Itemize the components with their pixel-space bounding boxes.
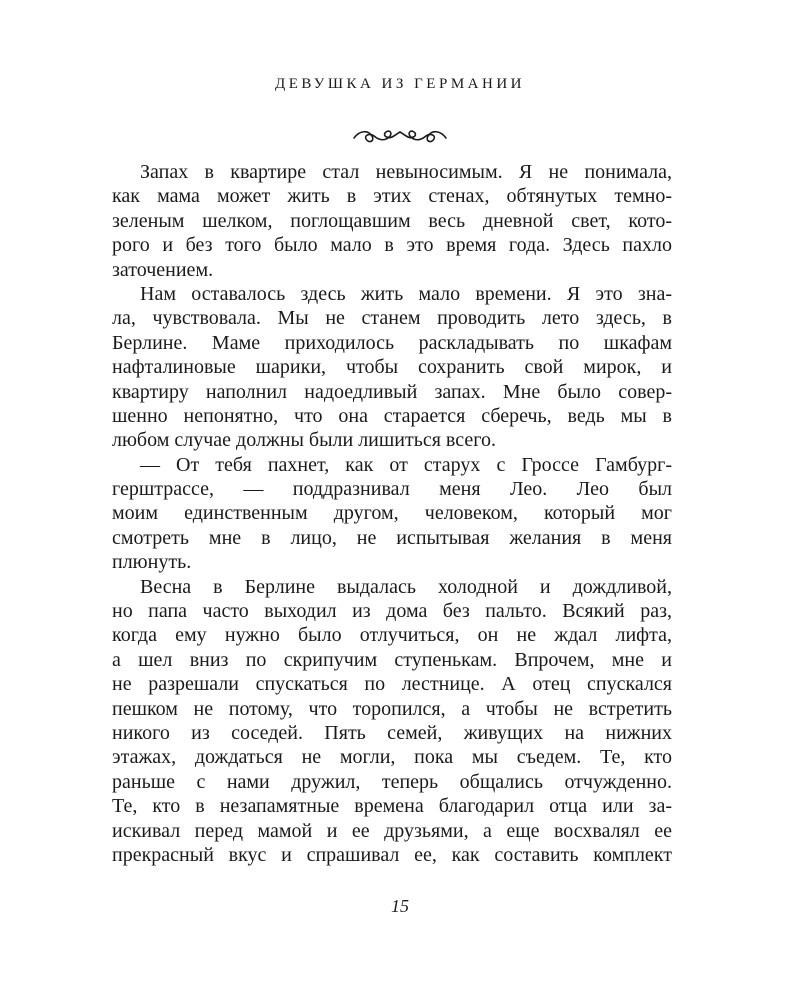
text-line: моим единственным другом, человеком, который мог	[112, 502, 672, 525]
text-line: когда ему нужно было отлучиться, он не ждал лифта,	[112, 624, 672, 647]
text-line: смотреть мне в лицо, не испытывая желания в меня	[112, 526, 672, 549]
text-line: не разрешали спускаться по лестнице. А отец спускался	[112, 673, 672, 696]
running-header: ДЕВУШКА ИЗ ГЕРМАНИИ	[275, 76, 525, 92]
text-line: Запах в квартире стал невыносимым. Я не понимала,	[140, 161, 672, 183]
paragraph	[112, 575, 672, 868]
text-line: Весна в Берлине выдалась холодной и дождливой,	[140, 575, 672, 598]
text-line: — От тебя пахнет, как от старух с Гроссе Гамбург-	[140, 453, 672, 476]
paragraph	[112, 282, 672, 453]
text-line: этажах, дождаться не могли, пока мы съедем. Те, кто	[112, 746, 672, 769]
text-line: квартиру наполнил надоедливый запах. Мне было совер-	[112, 380, 672, 403]
text-line: ла, чувствовала. Мы не станем проводить лето здесь, в	[112, 307, 672, 330]
paragraph	[112, 453, 672, 575]
text-line: пешком не потому, что торопился, а чтобы не встретить	[112, 697, 672, 720]
text-line: прекрасный вкус и спрашивал ее, как составить комплект	[112, 843, 672, 866]
text-line: никого из соседей. Пять семей, живущих на нижних	[112, 721, 672, 744]
text-line: а шел вниз по скрипучим ступенькам. Впрочем, мне и	[112, 648, 672, 671]
text-line: Нам оставалось здесь жить мало времени. Я это зна-	[140, 282, 672, 305]
text-line: шенно непонятно, что она старается сберечь, ведь мы в	[112, 404, 672, 427]
text-line: любом случае должны были лишиться всего.	[112, 429, 496, 452]
text-line: искивал перед мамой и ее друзьями, а еще восхвалял ее	[112, 819, 672, 842]
text-line: герштрассе, — поддразнивал меня Лео. Лео был	[112, 478, 672, 501]
text-line: зеленым шелком, поглощавшим весь дневной свет, кото-	[112, 209, 672, 232]
text-line: как мама может жить в этих стенах, обтянутых темно-	[112, 185, 672, 208]
text-line: заточением.	[112, 258, 214, 281]
text-line: Берлине. Маме приходилось раскладывать по шкафам	[112, 331, 672, 354]
text-line: нафталиновые шарики, чтобы сохранить свой мирок, и	[112, 356, 672, 379]
text-line: раньше с нами дружил, теперь общались отчужденно.	[112, 770, 672, 793]
flourish-ornament-icon	[350, 124, 450, 148]
text-line: но папа часто выходил из дома без пальто. Всякий раз,	[112, 600, 672, 623]
paragraph	[112, 160, 672, 282]
text-line: Те, кто в незапамятные времена благодарил отца или за-	[112, 795, 672, 818]
page-number: 15	[391, 896, 409, 916]
body-text	[112, 160, 672, 867]
text-line: рого и без того было мало в это время года. Здесь пахло	[112, 234, 672, 257]
text-line: плюнуть.	[112, 551, 192, 574]
